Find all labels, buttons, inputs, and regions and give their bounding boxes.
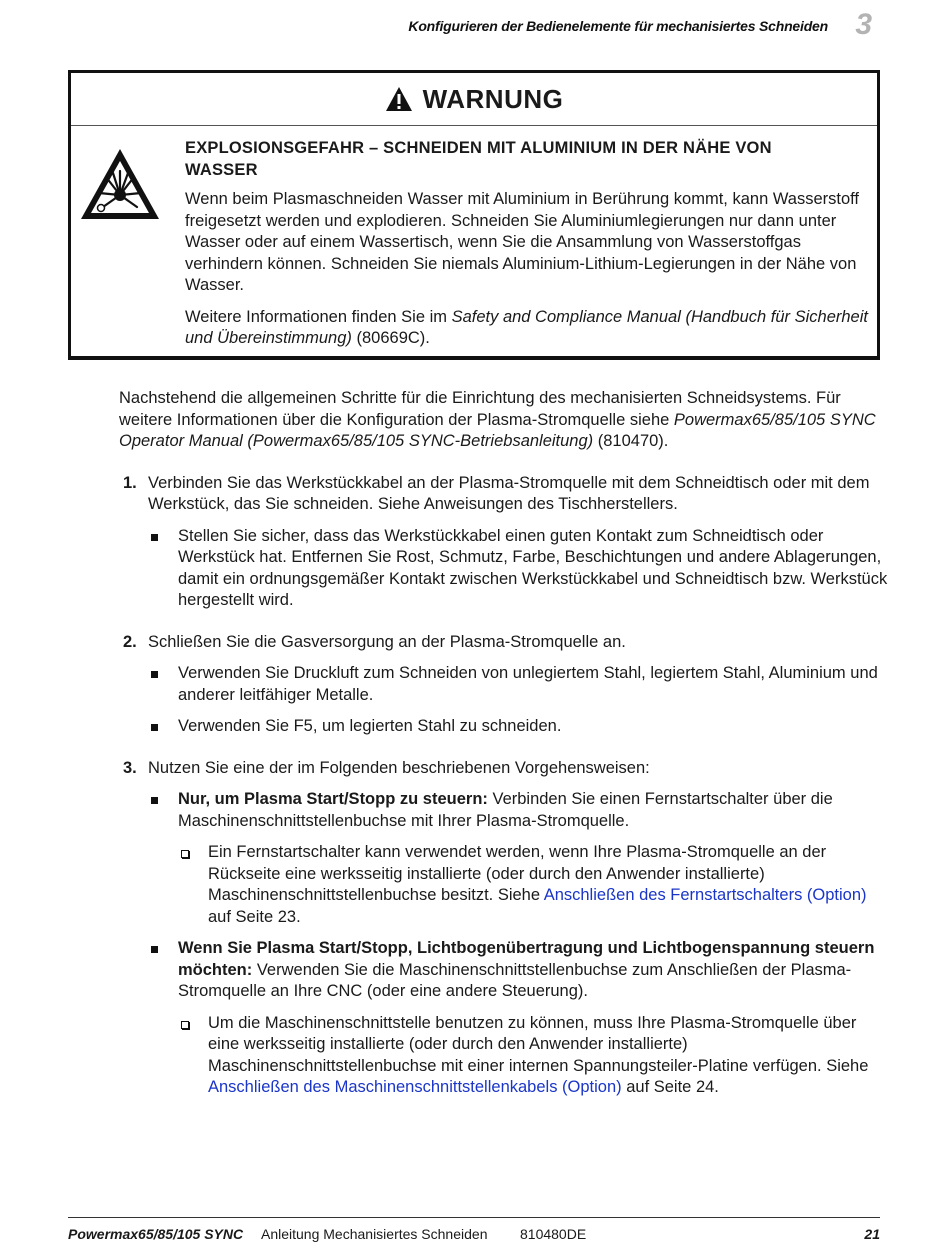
- warning-heading: EXPLOSIONSGEFAHR – SCHNEIDEN MIT ALUMINIUM IN DER NÄHE VON WASSER: [185, 139, 772, 179]
- bullet-text: Stellen Sie sicher, dass das Werkstückkabel einen guten Kontakt zum Schneidtisch oder Werkstück hat. Entfernen Sie Rost, Schmutz, Farbe, Beschichtungen und andere Ablagerungen, damit ein ordnungsgemäßer Kontakt zwischen Werkstückkabel und Schneidtisch bzw. Werkstück hergestellt wird.: [178, 526, 888, 609]
- intro-text: Nachstehend die allgemeinen Schritte für die Einrichtung des mechanisierten Schneidsystems. Für weitere Informationen über die Konfiguration der Plasma-Stromquelle siehe: [119, 389, 841, 429]
- remote-start-switch-link[interactable]: Anschließen des Fernstartschalters (Option): [543, 886, 867, 904]
- sub-bullet-text: Um die Maschinenschnittstelle benutzen zu können, muss Ihre Plasma-Stromquelle über eine werksseitig installierte (oder durch den Anwender installierte) Maschinenschnittstellenbuchse mit einer internen Spannungsteiler-Platine verfügen. Siehe: [208, 1013, 869, 1075]
- option-title: Nur, um Plasma Start/Stopp zu steuern:: [178, 790, 488, 808]
- square-bullet-icon: [151, 724, 158, 731]
- main-content: [119, 388, 889, 1119]
- machine-interface-cable-link[interactable]: Anschließen des Maschinenschnittstellenkabels (Option): [208, 1078, 622, 1096]
- step-1: [119, 473, 889, 612]
- intro-paragraph: [119, 388, 889, 453]
- hollow-square-bullet-icon: [181, 1021, 189, 1029]
- step-text: Schließen Sie die Gasversorgung an der Plasma-Stromquelle an.: [148, 632, 626, 651]
- option-title: Wenn Sie Plasma Start/Stopp, Lichtbogenübertragung und Lichtbogenspannung steuern möchten:: [178, 939, 875, 979]
- explosion-hazard-icon: [79, 147, 161, 221]
- step-number: 1.: [123, 473, 137, 492]
- sub-bullet-suffix: auf Seite 24.: [621, 1078, 719, 1096]
- operator-manual-title: Powermax65/85/105 SYNC Operator Manual (Powermax65/85/105 SYNC-Betriebsanleitung): [119, 410, 876, 450]
- square-bullet-icon: [151, 671, 158, 678]
- step-text: Verbinden Sie das Werkstückkabel an der Plasma-Stromquelle mit dem Schneidtisch oder mit dem Werkstück, das Sie schneiden. Siehe Anweisungen des Tischherstellers.: [148, 473, 870, 513]
- warning-label: WARNUNG: [422, 83, 564, 114]
- warning-box: [68, 70, 880, 360]
- square-bullet-icon: [151, 946, 158, 953]
- option-text: Verwenden Sie die Maschinenschnittstellenbuchse zum Anschließen der Plasma-Stromquelle an Ihre CNC (oder eine andere Steuerung).: [178, 960, 852, 1000]
- warning-reference: [185, 307, 869, 350]
- warning-text: Wenn beim Plasmaschneiden Wasser mit Aluminium in Berührung kommt, kann Wasserstoff freigesetzt werden und explodieren. Schneiden Sie Aluminiumlegierungen nur dann unter Wasser oder auf einem Wassertisch, wenn Sie die Ansammlung von Wasserstoffgas verhindern können. Schneiden Sie niemals Aluminium-Lithium-Legierungen in der Nähe von Wasser.: [185, 190, 860, 294]
- footer-document-code: 810480DE: [520, 1226, 587, 1242]
- step-text: Nutzen Sie eine der im Folgenden beschriebenen Vorgehensweisen:: [148, 758, 650, 777]
- step-number: 3.: [123, 758, 137, 777]
- square-bullet-icon: [151, 534, 158, 541]
- bullet-text: Verwenden Sie Druckluft zum Schneiden von unlegiertem Stahl, legiertem Stahl, Aluminium und anderer leitfähiger Metalle.: [178, 664, 878, 704]
- step-number: 2.: [123, 632, 137, 651]
- warning-reference-prefix: Weitere Informationen finden Sie im: [185, 307, 452, 326]
- bullet-item: [148, 716, 889, 738]
- step-3: [119, 758, 889, 1099]
- sub-bullet-suffix: auf Seite 23.: [208, 907, 301, 926]
- warning-content: [185, 137, 869, 360]
- sub-bullet-item: [178, 1013, 889, 1099]
- chapter-number: 3: [855, 8, 872, 41]
- bullet-item: [148, 663, 889, 706]
- square-bullet-icon: [151, 797, 158, 804]
- step-2: [119, 632, 889, 738]
- warning-header: [71, 73, 877, 126]
- option-remote-start: [148, 789, 889, 928]
- safety-manual-title: Safety and Compliance Manual (Handbuch für Sicherheit und Übereinstimmung): [185, 307, 868, 347]
- footer-divider: [68, 1217, 880, 1218]
- hollow-square-bullet-icon: [181, 850, 189, 858]
- option-machine-interface: [148, 938, 889, 1099]
- sub-bullet-item: [178, 842, 889, 928]
- bullet-text: Verwenden Sie F5, um legierten Stahl zu schneiden.: [178, 717, 562, 735]
- sub-bullet-text: Ein Fernstartschalter kann verwendet werden, wenn Ihre Plasma-Stromquelle an der Rückseite eine werksseitig installierte (oder durch den Anwender installierte) Maschinenschnittstellenbuchse besitzt. Siehe: [208, 843, 827, 904]
- page-number: 21: [864, 1226, 880, 1242]
- running-header-title: Konfigurieren der Bedienelemente für mechanisiertes Schneiden: [408, 18, 828, 34]
- warning-reference-suffix: (80669C).: [351, 329, 430, 347]
- warning-triangle-icon: [385, 86, 413, 112]
- footer-manual-title: Anleitung Mechanisiertes Schneiden: [261, 1226, 488, 1242]
- bullet-item: [148, 526, 889, 612]
- intro-suffix: (810470).: [593, 432, 669, 450]
- footer-product-name: Powermax65/85/105 SYNC: [68, 1226, 244, 1242]
- option-text: Verbinden Sie einen Fernstartschalter über die Maschinenschnittstellenbuchse mit Ihrer Plasma-Stromquelle.: [178, 790, 833, 830]
